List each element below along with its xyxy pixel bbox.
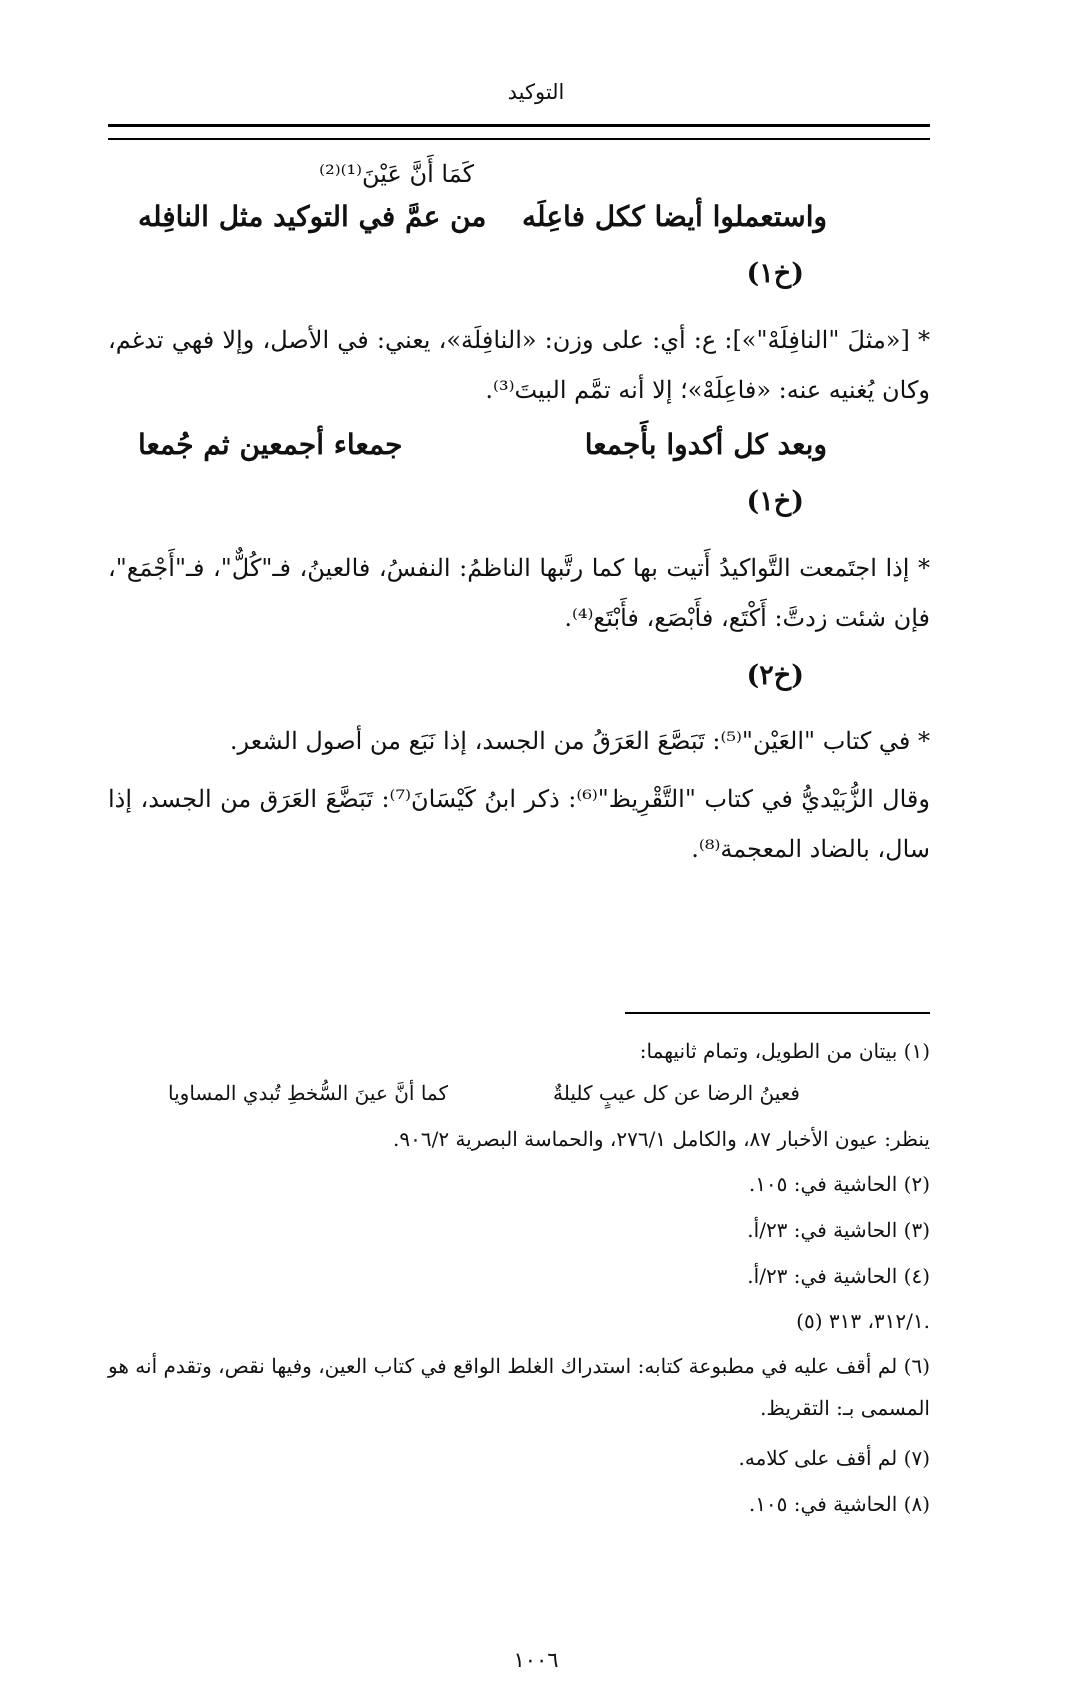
- paragraph-2: * إذا اجتَمعت التَّواكيدُ أَتيت بها كما رتَّبها الناظمُ: النفسُ، فالعينُ، فـ"كُلٌّ"، فـ"أَجْمَع"، فإن شئت زدتَّ: أَكْتَع، فأَبْصَع، فأَبْتَع⁽⁴⁾.: [108, 554, 930, 632]
- footnote-5: (٥) ٣١٢/١، ٣١٣.: [796, 1309, 930, 1333]
- paragraph-3: * في كتاب "العَيْن"⁽⁵⁾: تَبَصَّعَ العَرَقُ من الجسد، إذا نَبَع من أصول الشعر.: [229, 727, 930, 755]
- footnote-1-intro: (١) بيتان من الطويل، وتمام ثانيهما:: [639, 1039, 930, 1063]
- verse-1-left-hemistich: من عمَّ في التوكيد مثل النافِله: [138, 200, 487, 233]
- verse-2-left-hemistich: جمعاء أجمعين ثم جُمعا: [138, 428, 403, 461]
- footnote-4: (٤) الحاشية في: ٢٣/أ.: [747, 1264, 930, 1288]
- verse-1-tag: (خ١): [746, 258, 804, 289]
- footnote-6: (٦) لم أقف عليه في مطبوعة كتابه: استدراك الغلط الواقع في كتاب العين، وفيها نقص، وتقدم أنه هو المسمى بـ: التقريظ.: [108, 1354, 930, 1420]
- footnote-1-reference: ينظر: عيون الأخبار ٨٧، والكامل ٢٧٦/١، والحماسة البصرية ٩٠٦/٢.: [393, 1127, 930, 1151]
- footnote-2: (٢) الحاشية في: ١٠٥.: [748, 1172, 930, 1196]
- verse-continuation: كَمَا أَنَّ عَيْنَ⁽¹⁾⁽²⁾: [319, 160, 474, 188]
- footnote-1-verse-left: كما أنَّ عينَ السُّخطِ تُبدي المساويا: [168, 1081, 449, 1105]
- footnote-7: (٧) لم أقف على كلامه.: [738, 1446, 930, 1470]
- kh2-tag: (خ٢): [746, 660, 804, 691]
- running-header: التوكيد: [507, 80, 565, 104]
- footnote-separator: [625, 1012, 930, 1014]
- verse-2-right-hemistich: وبعد كل أكدوا بأَجمعا: [584, 428, 827, 461]
- footnote-1-verse-right: فعينُ الرضا عن كل عيبٍ كليلةٌ: [553, 1081, 800, 1105]
- verse-2-tag: (خ١): [746, 486, 804, 517]
- verse-1-right-hemistich: واستعملوا أيضا ككل فاعِلَه: [522, 200, 827, 233]
- page-number: ١٠٠٦: [513, 1648, 559, 1672]
- footnote-8: (٨) الحاشية في: ١٠٥.: [748, 1492, 930, 1516]
- header-rule-thick: [108, 124, 930, 127]
- paragraph-1: * [«مثلَ "النافِلَهْ"»]: ع: أي: على وزن: «النافِلَة»، يعني: في الأصل، وإلا فهي تدغم، وكان يُغنيه عنه: «فاعِلَهْ»؛ إلا أنه تمَّم البيتَ⁽³⁾.: [108, 326, 930, 404]
- header-rule-thin: [108, 138, 930, 140]
- paragraph-4: وقال الزُّبَيْديُّ في كتاب "التَّقْرِيظ"⁽⁶⁾: ذكر ابنُ كَيْسَانَ⁽⁷⁾: تَبَضَّعَ العَرَق من الجسد، إذا سال، بالضاد المعجمة⁽⁸⁾.: [108, 785, 930, 863]
- footnote-3: (٣) الحاشية في: ٢٣/أ.: [747, 1218, 930, 1242]
